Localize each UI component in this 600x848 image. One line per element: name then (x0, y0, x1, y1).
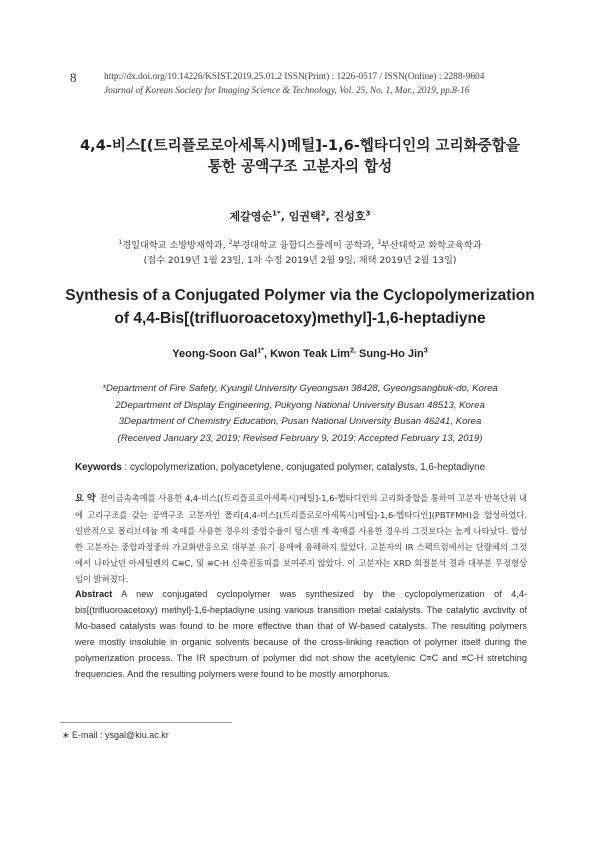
english-author-3: Sung-Ho Jin (355, 348, 424, 360)
english-title-line-2: of 4,4-Bis[(trifluoroacetoxy)methyl]-1,6-heptadiyne (114, 310, 486, 327)
english-authors: Yeong-Soon Gal$^{1*}$, Kwon Teak Lim$^{2,}$ Sung-Ho Jin$^3$ (172, 346, 428, 360)
affiliation-line-3: 3Department of Chemistry Education, Pusan National University Busan 46241, Korea (118, 416, 482, 427)
received-dates: (Received January 23, 2019; Revised February 9, 2019; Accepted February 13, 2019) (117, 432, 483, 444)
korean-title-line-2: 통한 공액구조 고분자의 합성 (207, 158, 393, 175)
keywords-label: Keywords (75, 462, 122, 473)
english-affiliations (60, 381, 540, 447)
email-footnote: ∗ E-mail : ysgal@kiu.ac.kr (62, 730, 169, 740)
author-1-marker: 1* (272, 208, 281, 218)
author-3-marker: 3 (365, 208, 371, 218)
korean-author-1: 제갈영순 (229, 210, 273, 223)
keywords (75, 462, 535, 473)
page-number: 8 (70, 70, 77, 85)
english-author-2: , Kwon Teak Lim (263, 348, 350, 360)
korean-abstract-label: 요 약 (75, 494, 96, 504)
doi-issn-line: http://dx.doi.org/10.14226/KSIST.2019.25.01.2 ISSN(Print) : 1226-0517 / ISSN(Online) : 2288-9604 (104, 72, 485, 82)
english-abstract (75, 586, 527, 683)
english-author-1: Yeong-Soon Gal (172, 348, 258, 360)
korean-authors (60, 208, 540, 224)
affiliation-line-2: 2Department of Display Engineering, Pukyong National University Busan 48513, Korea (115, 399, 485, 411)
abstract-text: A new conjugated cyclopolymer was synthesized by the cyclopolymerization of 4,4-bis[(trifluoroacetoxy) methyl]-1,6-heptadiyne using various transition metal catalysts. The catalytic avctivity of Mo-based catalysts was found to be more effective than that of W-based catalysts. The resulting polymers were mostly insoluble in organic solvents because of the cross-linking reaction of polymer itself during the polymerization process. The IR spectrum of polymer did not show the acetylenic C≡C and ≡C-H stretching frequencies. And the resulting polymers were found to be mostly amorphorus. (75, 589, 527, 680)
korean-author-3: , 진성호 (325, 210, 366, 223)
affiliation-line-1: *Department of Fire Safety, Kyungil University Gyeongsan 38428, Gyeongsangbuk-do, Korea (102, 383, 498, 394)
english-title-line-1: Synthesis of a Conjugated Polymer via the Cyclopolymerization (65, 287, 535, 304)
english-title (40, 284, 560, 330)
korean-author-2: , 임권택 (280, 210, 321, 223)
korean-abstract (75, 490, 527, 587)
footnote-divider (60, 722, 232, 723)
korean-received-dates: (접수 2019년 1월 23일, 1차 수정 2019년 2월 9일, 채택 2019년 2월 13일) (143, 255, 457, 266)
keywords-text: : cyclopolymerization, polyacetylene, conjugated polymer, catalysts, 1,6-heptadiyne (121, 462, 486, 473)
korean-title (60, 135, 540, 177)
journal-citation: Journal of Korean Society for Imaging Science & Technology, Vol. 25, No. 1, Mar., 2019, pp.8-16 (104, 86, 470, 96)
korean-abstract-text: 전이금속촉매를 사용한 4,4-비스[(트리플로로아세톡시)메틸]-1,6-헵타디인의 고리화중합을 통하여 고분자 반복단위 내에 고리구조를 갖는 공액구조 고분자인 폴리[4,4-비스[(트리플로로아세톡시)메틸]-1,6-헵타디인](PBTFMH)을 합성하였다. 일반적으로 몰리브데늄 계 촉매를 사용한 경우의 중합수율이 텅스텐 계 촉매를 사용한 경우의 그것보다는 높게 나타났다. 합성한 고분자는 중합과정중의 가교화반응으로 대부분 유기 용매에 용해하지 않았다. 고분자의 IR 스펙트럼에서는 단량체의 그것에서 나타났던 아세틸렌의 C≡C, 및 ≡C-H 신축진동띠를 보여주지 않았다. 이 고분자는 XRD 회절분석 결과 대부분 무정형상임이 밝혀졌다. (75, 493, 527, 584)
running-header (104, 70, 534, 98)
korean-title-line-1: 4,4-비스[(트리플로로아세톡시)메틸]-1,6-헵타디인의 고리화중합을 (80, 137, 520, 154)
korean-affiliation-line: $^1$경일대학교 소방방재학과, $^2$부경대학교 융합디스플레이 공학과, $^3$부산대학교 화학교육학과 (118, 238, 482, 251)
korean-affiliations (60, 238, 540, 268)
author-2-marker: 2 (320, 208, 326, 218)
abstract-label: Abstract (75, 589, 113, 599)
